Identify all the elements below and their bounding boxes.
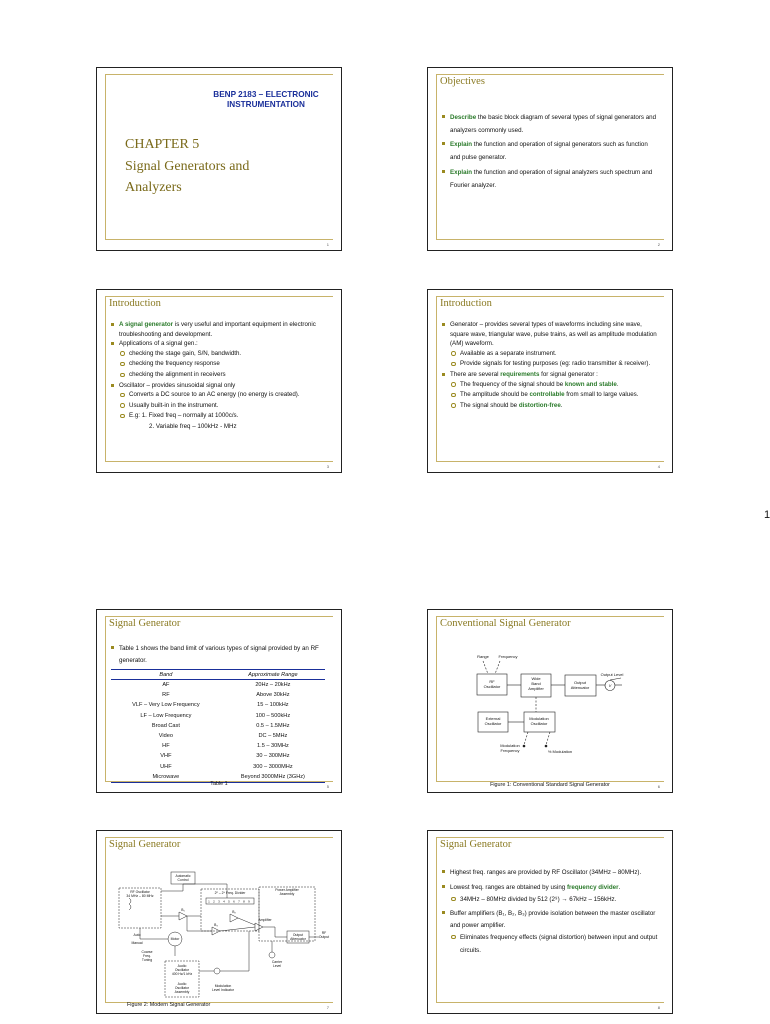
slide-body xyxy=(442,112,658,195)
svg-text:Manual: Manual xyxy=(131,941,143,945)
svg-text:RF: RF xyxy=(489,679,495,684)
slide-body xyxy=(111,320,327,433)
chapter-title xyxy=(125,134,249,199)
bullet: Applications of a signal gen.: xyxy=(111,339,327,349)
svg-text:Range: Range xyxy=(477,654,489,659)
svg-text:2: 2 xyxy=(213,899,215,904)
svg-text:2⁰ – 2⁹ Freq. Divider: 2⁰ – 2⁹ Freq. Divider xyxy=(214,891,246,895)
sub-bullet: Usually built-in in the instrument. xyxy=(111,401,327,411)
svg-text:Motor: Motor xyxy=(170,937,180,941)
svg-text:External: External xyxy=(485,716,501,721)
bullet: There are several requirements for signal generator : xyxy=(442,370,658,380)
table-caption: Table 1 xyxy=(210,781,228,787)
slide-number: 1 xyxy=(326,242,329,247)
chapter-line: Analyzers xyxy=(125,180,182,196)
bullet: Highest freq. ranges are provided by RF Oscillator (34MHz – 80MHz). xyxy=(442,867,658,879)
svg-text:Oscillator: Oscillator xyxy=(483,684,501,689)
svg-text:Frequency: Frequency xyxy=(498,654,518,659)
svg-text:6: 6 xyxy=(233,899,235,904)
slide-number: 6 xyxy=(657,784,660,789)
svg-text:4: 4 xyxy=(223,899,225,904)
table-header-row xyxy=(111,670,325,680)
svg-text:1: 1 xyxy=(208,899,210,904)
svg-text:Auto: Auto xyxy=(133,933,141,937)
slide-title: Introduction xyxy=(440,298,492,309)
svg-text:Output: Output xyxy=(292,933,304,937)
bullet: Oscillator – provides sinusoidal signal only xyxy=(111,381,327,391)
slide-conventional-signal-generator xyxy=(427,609,673,793)
slide-number: 8 xyxy=(657,1005,660,1010)
svg-text:Coarse: Coarse xyxy=(141,950,153,954)
sub-bullet: 34MHz – 80MHz divided by 512 (2⁹) → 67kHz – 156kHz. xyxy=(442,894,658,906)
figure-caption: Figure 1: Conventional Standard Signal Generator xyxy=(490,782,610,788)
bullet: Describe the basic block diagram of several types of signal generators and analyzers commonly used. xyxy=(442,112,658,137)
table-row: RF Above 30kHz xyxy=(162,692,290,699)
bullet: Generator – provides several types of waveforms including sine wave, square wave, triangular wave, pulse trains, as well as amplitude modulation (AM) waveform. xyxy=(442,320,658,349)
sub-bullet-continued: 2. Variable freq – 100kHz - MHz xyxy=(149,423,237,431)
bullet: Lowest freq. ranges are obtained by using frequency divider. xyxy=(442,882,658,894)
table-row: UHF 300 – 3000MHz xyxy=(160,763,293,770)
slide-title: Introduction xyxy=(109,298,161,309)
svg-text:Automatic: Automatic xyxy=(175,874,191,878)
svg-text:B₂: B₂ xyxy=(232,910,236,914)
svg-text:Amplifier: Amplifier xyxy=(528,686,544,691)
bullet: Explain the function and operation of signal generators such as function and pulse generator. xyxy=(442,139,658,164)
bullet: Table 1 shows the band limit of various types of signal provided by an RF generator. xyxy=(111,643,327,668)
svg-text:Modulation: Modulation xyxy=(500,743,520,748)
sub-bullet: checking the frequency response xyxy=(111,359,327,369)
slide-title: Objectives xyxy=(440,76,485,87)
slide-number: 5 xyxy=(326,784,329,789)
slide-modern-signal-generator xyxy=(96,830,342,1014)
divider-cells xyxy=(208,900,250,904)
sub-bullet: The frequency of the signal should be known and stable. xyxy=(442,380,658,390)
sub-bullet: Converts a DC source to an AC energy (no energy is created). xyxy=(111,390,327,400)
slide-body xyxy=(442,320,658,411)
svg-text:Freq.: Freq. xyxy=(143,954,151,958)
sub-bullet: checking the stage gain, S/N, bandwidth. xyxy=(111,349,327,359)
svg-text:B₁: B₁ xyxy=(181,908,185,912)
slide-number: 7 xyxy=(326,1005,329,1010)
slide-body xyxy=(442,867,658,958)
svg-text:Modulation: Modulation xyxy=(529,716,549,721)
freq-divider-block xyxy=(201,889,259,931)
figure-caption: Figure 2: Modern Signal Generator xyxy=(127,1002,211,1008)
slide-body xyxy=(111,643,327,671)
svg-text:Wide: Wide xyxy=(531,676,541,681)
svg-text:Oscillator: Oscillator xyxy=(484,721,502,726)
svg-text:RF Oscillator: RF Oscillator xyxy=(130,890,150,894)
table-row: VLF – Very Low Frequency 15 – 100kHz xyxy=(132,702,289,709)
svg-text:7: 7 xyxy=(238,899,240,904)
course-code: BENP 2183 – ELECTRONIC INSTRUMENTATION xyxy=(213,90,319,110)
sub-bullet: Available as a separate instrument. xyxy=(442,349,658,359)
svg-text:V: V xyxy=(608,683,612,688)
sub-bullet: E.g: 1. Fixed freq – normally at 1000c/s. xyxy=(111,411,327,421)
modern-generator-diagram xyxy=(97,831,343,1015)
svg-text:Attenuator: Attenuator xyxy=(290,937,306,941)
svg-text:8: 8 xyxy=(243,899,245,904)
slide-introduction-1 xyxy=(96,289,342,473)
table-row: Broad Cast 0.5 – 1.5MHz xyxy=(151,722,290,729)
table-row: Video DC – 5MHz xyxy=(158,733,288,740)
slide-number: 4 xyxy=(657,464,660,469)
carrier-meter xyxy=(269,952,275,958)
svg-text:% Modulation: % Modulation xyxy=(547,749,573,754)
column-header: Band xyxy=(111,670,221,680)
slide-title: Signal Generator xyxy=(109,618,181,629)
svg-text:3: 3 xyxy=(218,899,220,904)
svg-text:Audio: Audio xyxy=(177,964,187,968)
slide-title: Conventional Signal Generator xyxy=(440,618,571,629)
page-number: 1 xyxy=(764,509,770,521)
sub-bullet: The amplitude should be controllable from small to large values. xyxy=(442,390,658,400)
svg-text:Oscillator: Oscillator xyxy=(174,986,190,990)
slide-title: Signal Generator xyxy=(440,839,512,850)
slide-signal-generator-table xyxy=(96,609,342,793)
svg-text:5: 5 xyxy=(228,899,230,904)
svg-text:Output Level: Output Level xyxy=(600,672,624,677)
svg-text:Carrier: Carrier xyxy=(271,960,283,964)
slide-title xyxy=(96,67,342,251)
sub-bullet: The signal should be distortion-free. xyxy=(442,401,658,411)
slide-objectives xyxy=(427,67,673,251)
table-row: VHF 30 – 300MHz xyxy=(160,753,290,760)
svg-text:Band: Band xyxy=(531,681,541,686)
svg-text:Level: Level xyxy=(272,964,282,968)
svg-text:Frequency: Frequency xyxy=(500,748,520,753)
modulation-meter xyxy=(214,968,220,974)
slide-title: Signal Generator xyxy=(109,839,181,850)
bullet: Explain the function and operation of signal analyzers such spectrum and Fourier analyzer. xyxy=(442,167,658,192)
bullet: A signal generator is very useful and important equipment in electronic troubleshooting and development. xyxy=(111,320,327,339)
svg-text:Control: Control xyxy=(177,878,189,882)
svg-text:Power Amplifier: Power Amplifier xyxy=(275,888,299,892)
svg-text:Output: Output xyxy=(318,935,330,939)
table-row: HF 1.5 – 30MHz xyxy=(162,743,289,750)
bullet: Buffer amplifiers (B₁, B₂, B₃) provide isolation between the master oscillator and power amplifier. xyxy=(442,908,658,932)
slide-signal-generator-notes xyxy=(427,830,673,1014)
svg-text:Oscillator: Oscillator xyxy=(530,721,548,726)
svg-text:Output: Output xyxy=(573,680,587,685)
sub-bullet: Provide signals for testing purposes (eg: radio transmitter & receiver). xyxy=(442,359,658,369)
table-row: AF 20Hz – 20kHz xyxy=(162,682,291,689)
svg-text:Level Indicator: Level Indicator xyxy=(211,988,235,992)
conventional-generator-diagram xyxy=(428,610,674,794)
buffer-b2 xyxy=(230,914,238,922)
svg-text:Audio: Audio xyxy=(177,982,187,986)
svg-text:Attenuator: Attenuator xyxy=(570,685,590,690)
column-header: Approximate Range xyxy=(221,670,325,680)
svg-text:Modulation: Modulation xyxy=(214,984,232,988)
svg-text:Oscillator: Oscillator xyxy=(174,968,190,972)
slide-number: 2 xyxy=(657,242,660,247)
table-row: LF – Low Frequency 100 – 500kHz xyxy=(140,712,291,719)
svg-text:Amplifier: Amplifier xyxy=(258,918,272,922)
slide-number: 3 xyxy=(326,464,329,469)
slide-introduction-2 xyxy=(427,289,673,473)
band-table xyxy=(111,669,325,783)
chapter-line: CHAPTER 5 xyxy=(125,137,200,152)
table-row: Microwave Beyond 3000MHz (3GHz) xyxy=(111,772,325,783)
svg-text:B₃: B₃ xyxy=(214,923,218,927)
svg-text:Assembly: Assembly xyxy=(279,892,295,896)
sub-bullet: Eliminates frequency effects (signal distortion) between input and output circuits. xyxy=(442,932,658,956)
svg-text:Tuning: Tuning xyxy=(141,958,153,962)
chapter-line: Signal Generators and xyxy=(125,158,250,174)
svg-text:9: 9 xyxy=(248,899,250,904)
svg-text:RF: RF xyxy=(321,931,327,935)
svg-text:Assembly: Assembly xyxy=(174,990,190,994)
buffer-b1 xyxy=(179,912,187,920)
svg-text:400 Hz/1 kHz: 400 Hz/1 kHz xyxy=(171,972,193,976)
svg-text:34 MHz – 80 MHz: 34 MHz – 80 MHz xyxy=(126,894,154,898)
sub-bullet: checking the alignment in receivers xyxy=(111,370,327,380)
